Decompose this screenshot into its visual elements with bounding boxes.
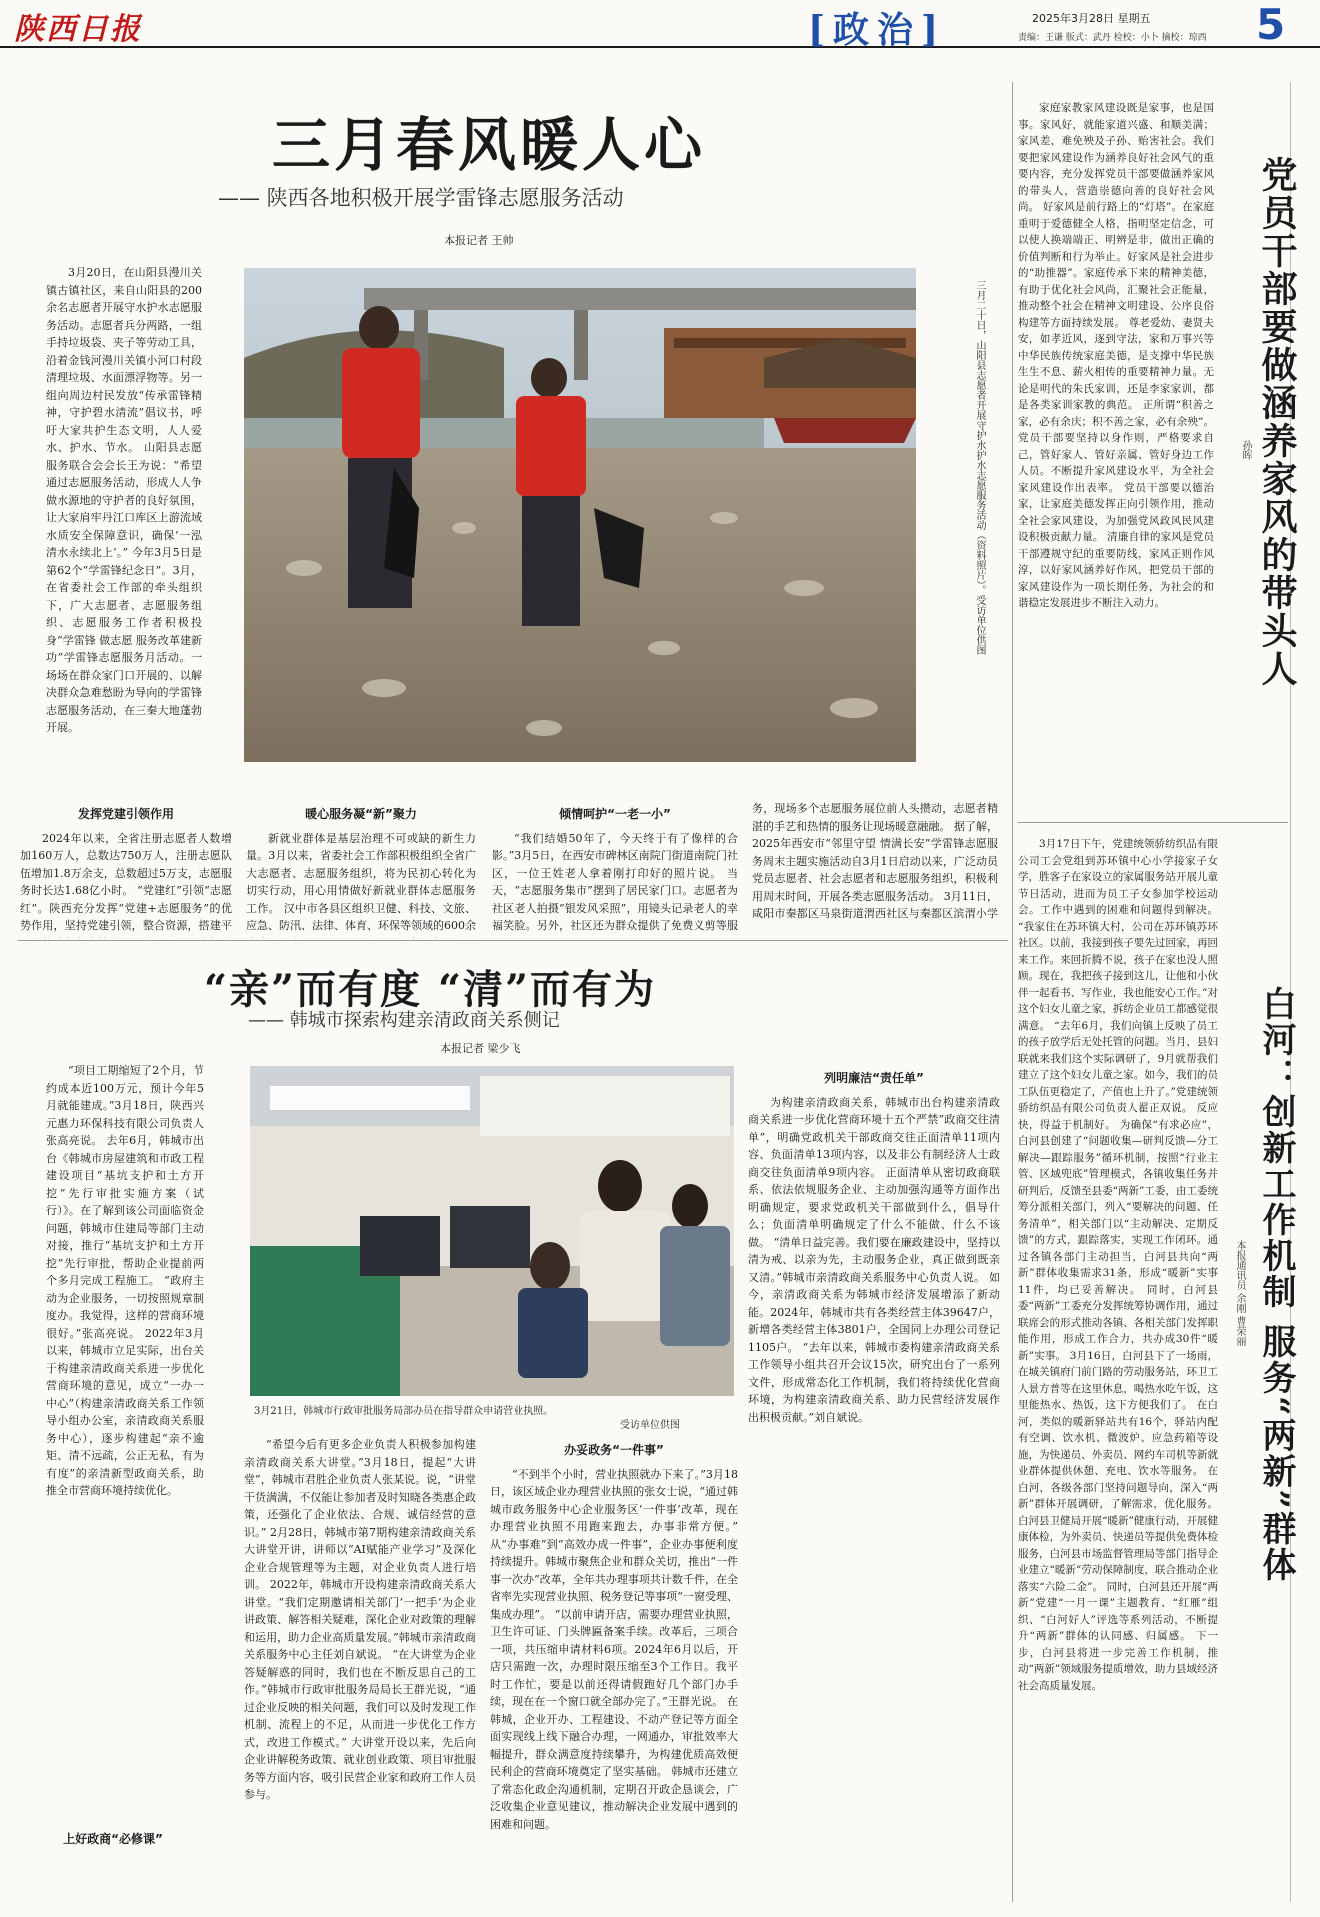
article2-column-c: [748, 1064, 1000, 1910]
article1-title: 三月春风暖人心: [272, 111, 707, 179]
section-heading: 列明廉洁“责任单”: [824, 1071, 924, 1085]
article2-column-b-text: “不到半个小时，营业执照就办下来了。”3月18日，该区域企业办理营业执照的张女士说，“通过韩城市政务服务中心企业服务区‘一件事’改革，现在办理营业执照不用跑来跑去，办事非常方便。” 从“办事难”到“高效办成一件事”，企业办事便利度持续提升。韩城市聚焦企业和群众关切，推出“一件事一次办”改革，全年共办理事项共计数千件，在全省率先实现营业执照、税务登记等事项“一窗受理、集成办理”。 “以前申请开店，需要办理营业执照，卫生许可证、门头牌匾备案手续。改革后，三项合一项，共压缩申请材料6项。2024年6月以后，开店只需跑一次，办理时限压缩至3个工作日。我平时工作忙，要是以前还得请假跑好几个部门办手续，现在在一个窗口就全部办完了。”王群光说。 在韩城，企业开办、工程建设、不动产登记等方面全面实现线上线下融合办理，一网通办，审批效率大幅提升，群众满意度持续攀升，为构建优质高效便民利企的营商环境奠定了坚实基础。 韩城市还建立了常态化政企沟通机制，定期召开政企恳谈会，广泛收集企业意见建议，推动解决企业发展中遇到的困难和问题。: [490, 1467, 738, 1831]
editors-line: 责编：王谦 版式：武丹 检校：小卜 摘校：琼西: [1018, 33, 1207, 43]
article1-column-b-text: 新就业群体是基层治理不可或缺的新生力量。3月以来，省委社会工作部积极组织全省广大志愿者、志愿服务组织，将为民初心转化为切实行动，用心用情做好新就业群体志愿服务工作。 汉中市各县区组织卫健、科技、文旅、应急、防汛、法律、体育、环保等领域的600余: [246, 831, 476, 932]
section-name: [政治]: [808, 9, 947, 51]
article3-title: 白河：创新工作机制 服务“两新”群体: [1256, 986, 1296, 1583]
service-hall-photo-caption: 3月21日，韩城市行政审批服务局部办员在指导群众申请营业执照。: [254, 1406, 554, 1417]
volunteers-photo: [244, 268, 916, 762]
masthead: [0, 0, 1320, 51]
article1-column-c: [492, 800, 998, 938]
article1-column-c-text: “我们结婚50年了，今天终于有了像样的合影。”3月5日，在西安市碑林区南院门街道南院门社区，一位王姓老人拿着刚打印好的照片说。 当天，“志愿服务集市”摆到了居民家门口。志愿者为社区老人拍摄“银发风采照”，用镜头记录老人的幸福笑脸。另外，社区还为群众提供了免费义剪等服务，现场多个志愿服务展位前人头攒动，志愿者精湛的手艺和热情的服务让现场暖意融融。 据了解，2025年西安市“邻里守望 情满长安”学雷锋志愿服务周末主题实施活动自3月1日启动以来，广泛动员党员志愿者、社会志愿者和志愿服务组织，积极利用周末时间，开展各类志愿服务活动。 3月11日，咸阳市秦都区马泉街道渭西社区与秦都区滨渭小学: [492, 802, 998, 932]
article1-byline: 本报记者 王帅: [444, 234, 514, 247]
volunteers-photo-image: [244, 268, 916, 762]
article3-body-column: [1018, 836, 1218, 1906]
article2-byline: 本报记者 梁少飞: [440, 1042, 521, 1055]
section-heading: 办妥政务“一件事”: [564, 1443, 664, 1457]
article1-intro-column: [46, 264, 202, 770]
article3-byline: 本报通讯员 余刚 曹荣丽: [1234, 1240, 1245, 1347]
column-divider: [1012, 82, 1013, 1902]
commentary-body: 家庭家教家风建设既是家事，也是国事。家风好，就能家道兴盛、和顺美满；家风差，难免殃及子孙、贻害社会。我们要把家风建设作为涵养良好社会风气的重要内容，充分发挥党员干部要做涵养家风的带头人，营造崇德向善的良好社会风尚。 好家风是前行路上的“灯塔”。在家庭重明于爱德健全人格，指明坚定信念，可以使人换端端正、明辨是非，做出正确的价值判断和行为举止。好家风是社会进步的“助推器”。家庭传承下来的精神美德，有助于优化社会风尚，汇聚社会正能量，推动整个社会在精神文明建设、公序良俗构建等方面持续发展。 尊老爱幼、妻贤夫安，如孝近风，逐到守法，家和万事兴等中华民族传统家庭美德，是支撑中华民族生生不息、薪火相传的重要精神力量。无论是明代的朱氏家训，还是李家家训，都是各类家训家教的典范。 正所谓“积善之家，必有余庆；积不善之家，必有余殃”。党员干部要坚持以身作则，严格要求自己，管好家人、管好亲属、管好身边工作人员。不断提升家风建设水平，为全社会家风建设作出表率。 党员干部要以德治家，让家庭美德发挥正向引领作用，推动全社会家风建设，为加强党风政风民风建设积极贡献力量。 清廉自律的家风是党员干部遵规守纪的重要防线，家风正则作风淳，以好家风涵养好作风，把党员干部的家风建设作为一项长期任务，为社会的和谐稳定发展进步不断注入动力。: [1018, 102, 1214, 609]
article2-column-a: [244, 1436, 476, 1910]
section-heading: 上好政商“必修课”: [63, 1832, 163, 1846]
article2-subtitle: —— 韩城市探索构建亲清政商关系侧记: [248, 1010, 560, 1031]
service-hall-photo: [250, 1066, 734, 1396]
article1-column-a-text: 2024年以来，全省注册志愿者人数增加160万人，总数达750万人，注册志愿队伍增加1.8万余支，总数超过5万支，志愿服务时长达1.68亿小时。 “党建红”引领“志愿红”。陕西充分发挥“党建+志愿服务”的优势作用，坚持党建引领，整合资源，搭建平: [20, 831, 232, 932]
article2-intro-column: [46, 1062, 204, 1812]
commentary-body-column: [1018, 100, 1214, 812]
article3-body: 3月17日下午，党建统领骄纺织品有限公司工会党组到苏环镇中心小学接家子女学，胜客子在家设立的家属服务站开展儿童节日活动，进而为员工子女参加学校运动会。工作中遇到的困难和问题得到解决。 “我家住在苏环镇大村，公司在苏环镇苏环社区。以前，我接到孩子要先过回家，再回来工作。来回折腾不说，孩子在家也没人照顾。现在，我把孩子接到这儿，让他和小伙伴一起看书、写作业，我也能安心工作。”对这个妇女儿童之家，拆纺企业员工都感觉很满意。 “去年6月，我们向镇上反映了员工的孩子放学后无处托管的问题。当月，县妇联就来我们这个实际调研了，9月就帮我们建立了这个妇女儿童之家。如今，我们的员工队伍更稳定了，产值也上升了。”党建统领骄纺织品有限公司负责人翟正双说。 反应快，得益于机制好。 为确保“有求必应”，白河县创建了“问题收集—研判反馈—分工解决—跟踪服务”循环机制，按照“行业主管、区域兜底”管理模式，各镇收集任务并研判后，反馈至县委“两新”工委，由工委统筹分派相关部门，列入“要解决的问题、任务清单”，相关部门以“主动解决、定期反馈”的方式，跟踪落实，实现工作闭环。通过各镇各部门主动担当，白河县共向“两新”群体收集需求31条，形成“暖新”实事11件，均已妥善解决。 同时，白河县委“两新”工委充分发挥统筹协调作用，通过联席会的形式推动各镇、各相关部门发挥职能作用，形成工作合力，共办成30件“暖新”实事。 3月16日，白河县下了一场雨，在城关镇府门前门路的劳动服务站，环卫工人景方普等在这里休息，喝热水吃午饭，这里能热水、热饭，这下方便我们了。 在白河，类似的暖新驿站共有16个，驿站内配有空调、饮水机、微波炉、应急药箱等设施，为快递员、外卖员、网约车司机等新就业群体提供休憩、充电、饮水等服务。 在白河，各级各部门坚持问题导向，深入“两新”群体开展调研，了解需求，优化服务。 白河县卫健局开展“暖新”健康行动，开展健康体检，为外卖员、快递员等提供免费体检服务，白河县市场监督管理局等部门指导企业建立“暖新”劳动保障制度，联合推动企业落实“六险二金”。 同时，白河县还开展“两新”党建“一月一课”主题教育、“红雁”组织、“白河好人”评选等系列活动，不断提升“两新”群体的认同感、归属感。 下一步，白河县将进一步完善工作机制，推动“两新”领域服务提质增效，助力县域经济社会高质量发展。: [1018, 838, 1218, 1692]
commentary-author: 孙晖: [1240, 440, 1251, 460]
service-hall-photo-credit: 受访单位供图: [620, 1420, 680, 1431]
page-number: 5: [1256, 0, 1286, 49]
section-divider: [18, 940, 1008, 941]
section-heading: 倾情呵护“一老一小”: [559, 807, 671, 821]
article2-column-c-text: 为构建亲清政商关系，韩城市出台构建亲清政商关系进一步优化营商环境十五个严禁“政商交往清单”，明确党政机关干部政商交往正面清单11项内容、负面清单13项内容，以及非公有制经济人士政商交往负面清单9项内容。 正面清单从密切政商联系、依法依规服务企业、主动加强沟通等方面作出明确规定，要求党政机关干部做到什么，倡导什么；负面清单明确规定了什么不能做、什么不该做。 “清单日益完善。我们要在廉政建设中，坚持以清为戒、以亲为先，主动服务企业，真正做到既亲又清。”韩城市亲清政商关系服务中心负责人说。 如今，亲清政商关系为韩城市经济发展增添了新动能。2024年，韩城市共有各类经营主体39647户，新增各类经营主体3801户，全国同上办理公司登记1105户。 “去年以来，韩城市委构建亲清政商关系工作领导小组共召开会议15次，研究出台了一系列文件，形成常态化工作机制，我们将持续优化营商环境，为构建亲清政商关系、助力民营经济发展作出积极贡献。”刘自斌说。: [748, 1095, 1000, 1424]
newspaper-logo: 陕西日报: [14, 12, 142, 47]
article2-column-a-text: “希望今后有更多企业负责人积极参加构建亲清政商关系大讲堂。”3月18日，提起“大讲堂”，韩城市君胜企业负责人张某说。说，“讲堂干货满满，不仅能让参加者及时知晓各类惠企政策，还强化了企业依法、合规、诚信经营的意识。” 2月28日，韩城市第7期构建亲清政商关系大讲堂开讲，讲师以“AI赋能产业学习”及深化企业合规管理等为主题，对企业负责人进行培训。 2022年，韩城市开设构建亲清政商关系大讲堂。“我们定期邀请相关部门‘一把手’为企业讲政策、解答相关疑难，深化企业对政策的理解和运用，助力企业高质量发展。”韩城市亲清政商关系服务中心主任刘自斌说。 “在大讲堂为企业答疑解惑的同时，我们也在不断反思自己的工作。”韩城市行政审批服务局局长王群光说，“通过企业反映的相关问题，我们可以及时发现工作机制、流程上的不足，从而进一步优化工作方式，改进工作模式。” 大讲堂开设以来，先后向企业讲解税务政策、就业创业政策、项目审批服务等方面内容，吸引民营企业家和政府工作人员参与。: [244, 1438, 476, 1801]
article2-column-a-tail: [20, 1826, 206, 1910]
section-divider: [1018, 822, 1288, 823]
article1-intro-text: 3月20日，在山阳县漫川关镇古镇社区，来自山阳县的200余名志愿者开展守水护水志愿服务活动。志愿者兵分两路，一组手持垃圾袋、夹子等劳动工具，沿着金钱河漫川关镇小河口村段清理垃圾、水面漂浮物等。另一组向周边村民发放“传承雷锋精神，守护碧水清流”倡议书，呼吁大家共护生态文明，人人爱水、护水、节水。 山阳县志愿服务联合会会长王为说：“希望通过志愿服务活动，形成人人争做水源地的守护者的良好氛围，让大家肩牢丹江口库区上游流域水质安全保障意识，确保‘一泓清水永续北上’。” 今年3月5日是第62个“学雷锋纪念日”。3月，在省委社会工作部的牵头组织下，广大志愿者、志愿服务组织、志愿服务工作者积极投身“学雷锋 做志愿 服务改革建新功”学雷锋志愿服务月活动。一场场在群众家门口开展的、以解决群众急难愁盼为导向的学雷锋志愿服务活动，在三秦大地蓬勃开展。: [46, 266, 202, 734]
commentary-title: 党员干部要做涵养家风的带头人: [1256, 156, 1298, 688]
article1-column-b: [246, 800, 476, 938]
volunteers-photo-caption: 三月二十日，山阳县志愿者开展守护水护水志愿服务活动（资料照片）。受访单位供图: [974, 280, 985, 655]
section-heading: 发挥党建引领作用: [77, 807, 174, 821]
article2-column-b: [490, 1436, 738, 1910]
section-heading: 暖心服务凝“新”聚力: [305, 807, 417, 821]
service-hall-photo-image: [250, 1066, 734, 1396]
article1-subtitle: —— 陕西各地积极开展学雷锋志愿服务活动: [218, 186, 624, 210]
article1-column-a: [20, 800, 232, 938]
article2-title: “亲”而有度 “清”而有为: [204, 966, 656, 1013]
issue-date: 2025年3月28日 星期五: [1032, 12, 1151, 25]
article2-intro-text: “项目工期缩短了2个月，节约成本近100万元，预计今年5月就能建成。”3月18日，陕西兴元惠力环保科技有限公司负责人张高亮说。 去年6月，韩城市出台《韩城市房屋建筑和市政工程建设项目“基坑支护和土方开挖”先行审批实施方案（试行）》。在了解到该公司面临资金问题，韩城市住建局等部门主动对接，推行“基坑支护和土方开挖”先行审批，帮助企业提前两个多月完成工程施工。 “政府主动为企业服务，一切按照规章制度办。我觉得，这样的营商环境很好。”张高亮说。 2022年3月以来，韩城市立足实际，出台关于构建亲清政商关系进一步优化营商环境的意见，成立“一办一中心”（构建亲清政商关系工作领导小组办公室，亲清政商关系服务中心），逐步构建起“亲不逾矩、清不远疏，公正无私，有为有度”的亲清新型政商关系，助推全市营商环境持续优化。: [46, 1064, 204, 1497]
